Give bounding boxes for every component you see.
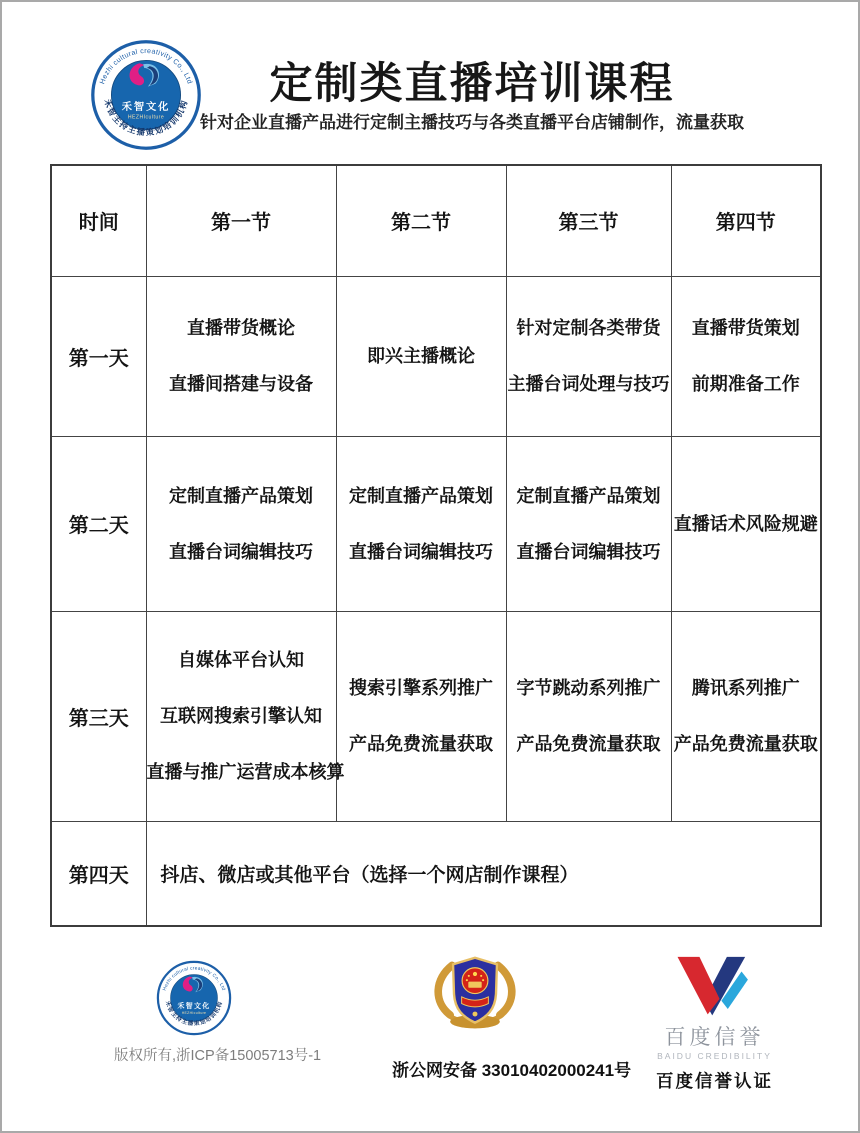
course-line: 直播台词编辑技巧 xyxy=(169,541,313,562)
course-schedule-table xyxy=(50,164,822,927)
baidu-certification-label: 百度信誉认证 xyxy=(656,1071,773,1091)
column-header-2: 第二节 xyxy=(336,165,506,276)
course-line: 直播台词编辑技巧 xyxy=(516,541,661,562)
row-label-2: 第三天 xyxy=(51,611,146,821)
police-badge-icon xyxy=(427,952,523,1036)
row-label-0: 第一天 xyxy=(51,276,146,436)
icp-copyright-text: 版权所有,浙ICP备15005713号-1 xyxy=(114,1048,322,1064)
schedule-row-2 xyxy=(51,611,821,821)
course-cell-0-3 xyxy=(671,276,821,436)
schedule-row-3 xyxy=(51,821,821,926)
hezhi-logo-small-icon xyxy=(156,960,232,1036)
merged-course-cell: 抖店、微店或其他平台（选择一个网店制作课程） xyxy=(146,821,821,926)
footer-baidu-block xyxy=(632,955,797,1093)
course-line: 直播话术风险规避 xyxy=(673,513,818,534)
column-header-4: 第四节 xyxy=(671,165,821,276)
course-line: 主播台词处理与技巧 xyxy=(507,374,670,394)
course-line: 字节跳动系列推广 xyxy=(516,678,661,698)
course-line: 即兴主播概论 xyxy=(367,346,475,366)
course-line: 产品免费流量获取 xyxy=(516,734,661,754)
course-cell-1-2 xyxy=(506,436,671,611)
course-line: 互联网搜索引擎认知 xyxy=(160,706,322,726)
course-line: 直播带货概论 xyxy=(187,318,295,338)
schedule-row-1 xyxy=(51,436,821,611)
course-cell-1-0 xyxy=(146,436,336,611)
schedule-row-0 xyxy=(51,276,821,436)
page-title: 定制类直播培训课程 xyxy=(269,60,675,108)
course-line: 直播间搭建与设备 xyxy=(169,374,313,394)
course-line: 直播台词编辑技巧 xyxy=(349,541,493,562)
course-line: 前期准备工作 xyxy=(691,374,800,394)
course-line: 搜索引擎系列推广 xyxy=(349,678,493,698)
course-cell-0-0 xyxy=(146,276,336,436)
course-line: 定制直播产品策划 xyxy=(516,485,661,506)
course-cell-2-0 xyxy=(146,611,345,821)
course-line: 自媒体平台认知 xyxy=(178,650,304,670)
footer-police-block xyxy=(392,952,632,1081)
police-filing-number: 浙公网安备 33010402000241号 xyxy=(392,1061,632,1080)
course-line: 定制直播产品策划 xyxy=(169,485,313,506)
course-cell-1-3 xyxy=(671,436,821,611)
course-line: 定制直播产品策划 xyxy=(349,485,493,506)
course-line: 针对定制各类带货 xyxy=(516,318,661,338)
course-cell-0-2 xyxy=(506,276,671,436)
baidu-credibility-en-label: BAIDU CREDIBILITY xyxy=(657,1051,772,1061)
column-header-0: 时间 xyxy=(51,165,146,276)
page-subtitle: 针对企业直播产品进行定制主播技巧与各类直播平台店铺制作，流量获取 xyxy=(200,113,744,132)
baidu-credibility-cn-label: 百度信誉 xyxy=(664,1026,765,1049)
course-cell-2-2 xyxy=(506,611,671,821)
column-header-1: 第一节 xyxy=(146,165,336,276)
baidu-credibility-icon xyxy=(673,955,757,1019)
course-cell-2-3 xyxy=(671,611,821,821)
course-cell-1-1 xyxy=(336,436,506,611)
course-cell-2-1 xyxy=(336,611,506,821)
course-line: 腾讯系列推广 xyxy=(691,678,800,698)
footer-hezhi-block xyxy=(114,960,322,1065)
course-line: 直播与推广运营成本核算 xyxy=(146,762,345,782)
column-header-3: 第三节 xyxy=(506,165,671,276)
row-label-3: 第四天 xyxy=(51,821,146,926)
hezhi-logo-icon xyxy=(90,39,202,151)
course-line: 产品免费流量获取 xyxy=(673,734,818,754)
course-line: 产品免费流量获取 xyxy=(349,734,493,754)
course-cell-0-1 xyxy=(336,276,506,436)
course-line: 直播带货策划 xyxy=(691,318,800,338)
table-header-row xyxy=(51,165,821,276)
row-label-1: 第二天 xyxy=(51,436,146,611)
